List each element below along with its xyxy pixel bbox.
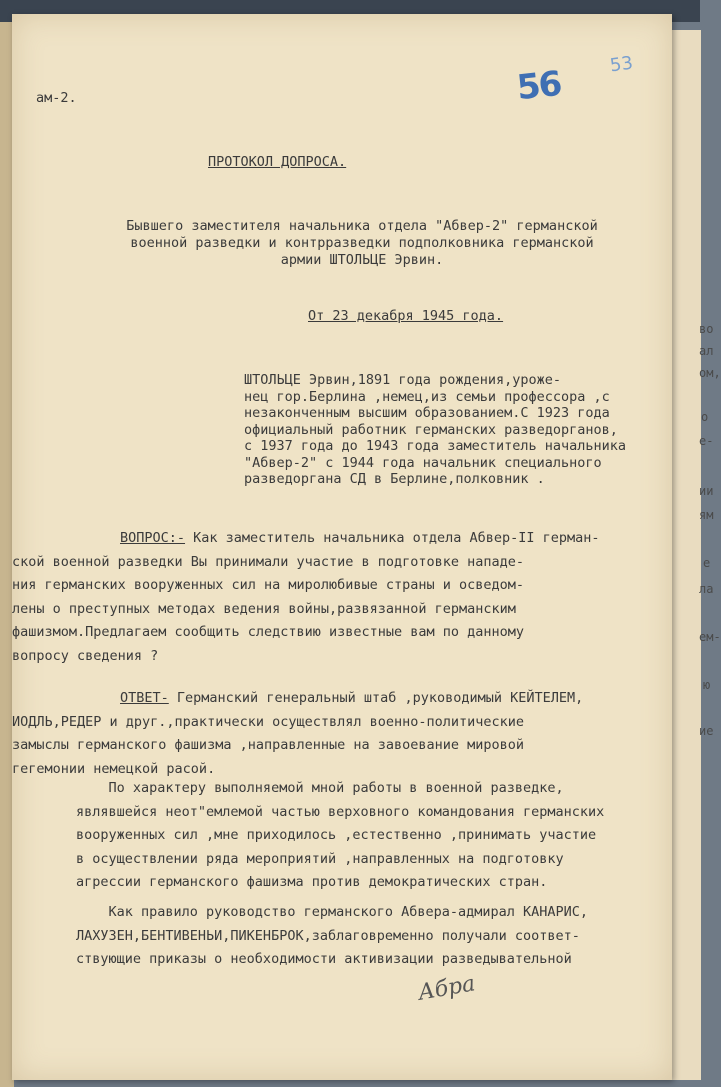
bio-line: с 1937 года до 1943 года заместитель начальника (244, 438, 627, 454)
subtitle-line: армии ШТОЛЬЦЕ Эрвин. (280, 252, 444, 268)
paragraph-line: агрессии германского фашизма против демократических стран. (76, 874, 548, 890)
question-block (12, 527, 660, 668)
question-first-line (120, 527, 660, 551)
bio-line: нец гор.Берлина ,немец,из семьи профессора ,с (244, 388, 610, 405)
bio-line: "Абвер-2" с 1944 года начальник специального (244, 454, 602, 471)
answer-line: замыслы германского фашизма ,направленные на завоевание мировой (12, 737, 525, 753)
underlying-fragment: ю (703, 678, 711, 692)
underlying-fragment: ла (699, 582, 714, 596)
document-title: ПРОТОКОЛ ДОПРОСА. (208, 154, 347, 170)
page-number-alt-stamp: 53 (608, 52, 635, 77)
answer-block (12, 687, 660, 781)
paragraph-1 (76, 777, 616, 895)
paragraph-line: По характеру выполняемой мной работы в военной разведке, (76, 780, 564, 796)
question-line: лены о преступных методах ведения войны,развязанной германским (12, 600, 516, 617)
subtitle-line: Бывшего заместителя начальника отдела "Абвер-2" германской (126, 218, 598, 234)
question-line: ской военной разведки Вы принимали участие в подготовке нападе- (12, 553, 525, 570)
biography-block (244, 372, 664, 488)
document-subtitle (72, 218, 652, 269)
document-date: От 23 декабря 1945 года. (308, 308, 504, 324)
paragraph-line: вооруженных сил ,мне приходилось ,естественно ,принимать участие (76, 827, 597, 843)
answer-line: ИОДЛЬ,РЕДЕР и друг.,практически осуществлял военно-политические (12, 713, 525, 730)
bio-line: разведоргана СД в Берлине,полковник . (244, 471, 545, 487)
question-line: фашизмом.Предлагаем сообщить следствию известные вам по данному (12, 624, 525, 640)
answer-line: Германский генеральный штаб ,руководимый КЕЙТЕЛЕМ, (168, 690, 584, 706)
underlying-fragment: е (703, 556, 711, 570)
answer-line: гегемонии немецкой расой. (12, 760, 216, 777)
page-number-stamp: 56 (515, 63, 563, 109)
paragraph-line: являвшейся неот"емлемой частью верховного командования германских (76, 803, 605, 820)
subtitle-line: военной разведки и контрразведки подполковника германской (130, 235, 594, 251)
bio-line: ШТОЛЬЦЕ Эрвин,1891 года рождения,урожe- (244, 372, 561, 388)
underlying-fragment: ал (699, 344, 714, 358)
bio-line: официальный работник германских разведорганов, (244, 421, 618, 438)
underlying-fragment: ям (699, 508, 714, 522)
underlying-fragment: во (699, 322, 714, 336)
paragraph-2 (76, 901, 616, 972)
underlying-fragment: ем- (699, 630, 721, 644)
question-line: вопросу сведения ? (12, 647, 159, 664)
question-label: ВОПРОС:- (120, 530, 186, 546)
answer-label: ОТВЕТ- (120, 690, 169, 706)
bio-line: незаконченным высшим образованием.С 1923 года (244, 405, 610, 421)
paragraph-line: ствующие приказы о необходимости активизации разведывательной (76, 951, 572, 967)
question-line: ния германских вооруженных сил на миролюбивые страны и осведом- (12, 577, 525, 593)
answer-first-line (120, 687, 660, 711)
document-page (12, 14, 672, 1080)
paragraph-line: ЛАХУЗЕН,БЕНТИВЕНЬИ,ПИКЕНБРОК,заблаговременно получали соответ- (76, 927, 580, 944)
underlying-fragment: о (701, 410, 709, 424)
underlying-fragment: ии (699, 484, 714, 498)
underlying-fragment: е- (699, 434, 714, 448)
underlying-fragment: ие (699, 724, 714, 738)
paragraph-line: Как правило руководство германского Абвера-адмирал КАНАРИС, (76, 904, 589, 920)
handwritten-signature: Абра (416, 971, 478, 1006)
paragraph-line: в осуществлении ряда мероприятий ,направленных на подготовку (76, 850, 564, 867)
question-line: Как заместитель начальника отдела Абвер-II герман- (185, 530, 600, 546)
underlying-fragment: ом, (699, 366, 721, 380)
document-code: ам-2. (36, 90, 77, 106)
